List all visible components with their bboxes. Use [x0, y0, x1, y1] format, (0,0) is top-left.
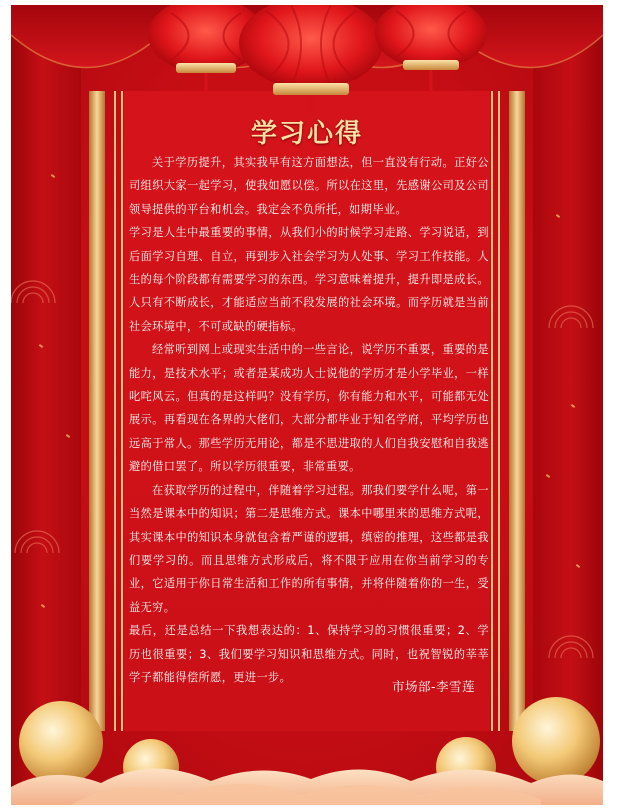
paragraph: 在获取学历的过程中，伴随着学习过程。那我们要学什么呢，第一当然是课本中的知识；第二是思维方式。课本中哪里来的思维方式呢，其实课本中的知识本身就包含着严谨的逻辑，缜密的推理，这些都是我们要学习的。而且思维方式形成后，将不限于应用在你当前学习的专业，它适用于你日常生活和工作的所有事情，并将伴随着你的一生，受益无穷。 — [129, 483, 489, 614]
lantern-icon — [239, 5, 383, 115]
gold-ball-icon — [512, 697, 600, 785]
frame-line — [498, 91, 500, 731]
page-title: 学习心得 — [250, 119, 363, 149]
cloud-ornament-icon — [535, 290, 603, 330]
lantern-icon — [375, 5, 487, 93]
cloud-ornament-icon — [11, 515, 81, 555]
letter-body — [129, 151, 489, 689]
poster — [11, 5, 603, 805]
frame-line — [114, 91, 116, 731]
bottom-decoration — [11, 695, 603, 805]
paragraph: 关于学历提升，其实我早有这方面想法，但一直没有行动。正好公司组织大家一起学习，使我如愿以偿。所以在这里，先感谢公司及公司领导提供的平台和机会。我定会不负所托，如期毕业。 — [129, 156, 489, 216]
paragraph: 最后，还是总结一下我想表达的：1、保持学习的习惯很重要；2、学历也很重要；3、我们要学习知识和思维方式。同时，也祝智锐的莘莘学子都能得偿所愿，更进一步。 — [129, 624, 489, 684]
cloud-ornament-icon — [11, 265, 71, 305]
cloud-ornament-icon — [531, 620, 603, 660]
left-gold-pillar — [89, 91, 105, 731]
paragraph: 学习是人生中最重要的事情，从我们小的时候学习走路、学习说话，到后面学习自理、自立，再到步入社会学习为人处事、学习工作技能。人生的每个阶段都有需要学习的东西。学习意味着提升，提升即是成长。人只有不断成长，才能适应当前不段发展的社会环境。而学历就是当前社会环境中，不可或缺的硬指标。 — [129, 226, 489, 333]
paragraph: 经常听到网上或现实生活中的一些言论，说学历不重要，重要的是能力，是技术水平；或者是某成功人士说他的学历才是小学毕业，一样叱咤风云。但真的是这样吗？没有学历，你有能力和水平，可能都无处展示。再看现在各界的大佬们，大部分都毕业于知名学府，平均学历也远高于常人。那些学历无用论，都是不思进取的人们自我安慰和自我逃避的借口罢了。所以学历很重要，非常重要。 — [129, 343, 489, 474]
signature: 市场部-李雪莲 — [391, 679, 475, 694]
lanterns — [11, 5, 603, 115]
right-gold-pillar — [509, 91, 525, 731]
frame-line — [121, 91, 123, 731]
gold-ball-icon — [19, 701, 103, 785]
frame-line — [491, 91, 493, 731]
